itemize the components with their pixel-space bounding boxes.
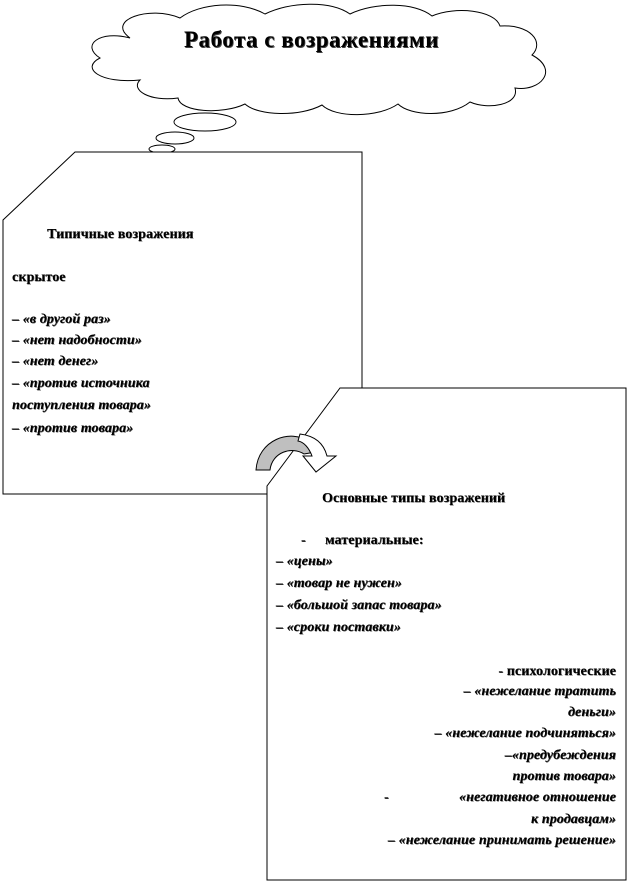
hidden-objection-label: скрытое (12, 270, 66, 285)
psychological-objection-item: к продавцам» (531, 812, 616, 827)
typical-objections-heading: Типичные возражения (47, 227, 194, 242)
psychological-objections-label: - психологические (498, 664, 616, 679)
psychological-objection-item: «негативное отношение (459, 790, 616, 805)
typical-objection-item: – «против источника (12, 376, 150, 391)
material-objection-item: – «товар не нужен» (276, 576, 402, 591)
thought-bubble-medium (156, 132, 194, 144)
psychological-dash: - (384, 790, 389, 805)
psychological-objection-item: – «нежелание принимать решение» (387, 833, 616, 848)
typical-objection-item: поступления товара» (12, 398, 151, 413)
material-objection-item: – «сроки поставки» (276, 620, 401, 635)
psychological-objection-item: – «нежелание тратить (463, 684, 616, 699)
psychological-objection-item: –«предубеждения (504, 748, 616, 763)
typical-objection-item: – «нет надобности» (12, 333, 142, 348)
thought-bubble-large (174, 113, 236, 131)
typical-objection-item: – «нет денег» (12, 354, 99, 369)
material-objection-item: – «большой запас товара» (276, 598, 442, 613)
typical-objection-item: – «в другой раз» (12, 312, 111, 327)
material-objections-label: материальные: (325, 533, 424, 548)
material-dash: - (301, 533, 306, 548)
material-objection-item: – «цены» (276, 554, 333, 569)
typical-objection-item: – «против товара» (12, 421, 134, 436)
diagram-title: Работа с возражениями (184, 27, 439, 52)
psychological-objection-item: деньги» (568, 705, 616, 720)
psychological-objection-item: против товара» (512, 769, 616, 784)
psychological-objection-item: – «нежелание подчиняться» (434, 726, 616, 741)
objection-types-heading: Основные типы возражений (322, 491, 506, 506)
